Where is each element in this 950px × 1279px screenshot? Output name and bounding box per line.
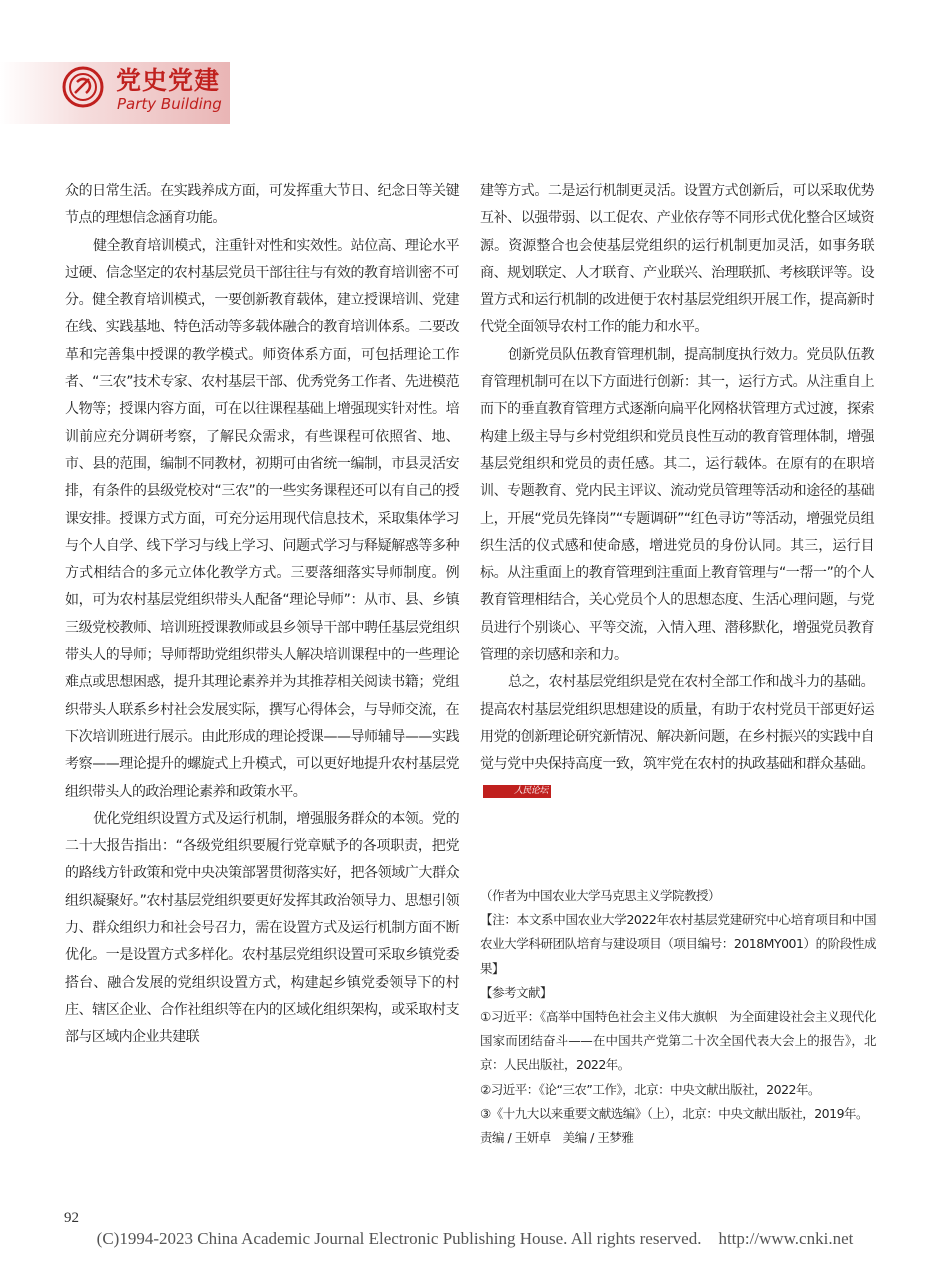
page-number: 92 xyxy=(64,1210,79,1226)
copyright-footer: (C)1994-2023 China Academic Journal Electronic Publishing House. All rights reserved. http://www.cnki.net xyxy=(96,1229,854,1248)
author-note: （作者为中国农业大学马克思主义学院教授） xyxy=(480,888,721,903)
end-stamp-logo: 人民论坛 xyxy=(483,785,551,798)
reference-item: ②习近平：《论“三农”工作》，北京：中央文献出版社，2022年。 xyxy=(480,1081,820,1097)
conclusion-text: 总之，农村基层党组织是党在农村全部工作和战斗力的基础。提高农村基层党组织思想建设的质量，有助于农村党员干部更好运用党的创新理论研究新情况、解决新问题，在乡村振兴的实践中自觉与党中央保持高度一致，筑牢党在农村的执政基础和群众基础。 xyxy=(480,674,874,773)
fund-note: 【注：本文系中国农业大学2022年农村基层党建研究中心培育项目和中国农业大学科研团队培育与建设项目（项目编号：2018MY001）的阶段性成果】 xyxy=(480,912,876,976)
right-column xyxy=(480,178,874,806)
notes-section xyxy=(480,884,876,1150)
paragraph: 众的日常生活。在实践养成方面，可发挥重大节日、纪念日等关键节点的理想信念涵育功能。 xyxy=(65,183,459,227)
paragraph: 优化党组织设置方式及运行机制，增强服务群众的本领。党的二十大报告指出：“各级党组织要履行党章赋予的各项职责，把党的路线方针政策和党中央决策部署贯彻落实好，把各领域广大群众组织凝聚好。”农村基层党组织要更好发挥其政治领导力、思想引领力、群众组织力和社会号召力，需在设置方式及运行机制方面不断优化。一是设置方式多样化。农村基层党组织设置可采取乡镇党委搭台、融合发展的党组织设置方式，构建起乡镇党委领导下的村庄、辖区企业、合作社组织等在内的区域化组织架构，或采取村支部与区域内企业共建联 xyxy=(65,810,459,1046)
references-title: 【参考文献】 xyxy=(480,984,553,1000)
section-title: 党史党建 xyxy=(116,66,221,95)
paragraph: 健全教育培训模式，注重针对性和实效性。站位高、理论水平过硬、信念坚定的农村基层党员干部往往与有效的教育培训密不可分。健全教育培训模式，一要创新教育载体，建立授课培训、党建在线、实践基地、特色活动等多载体融合的教育培训体系。二要改革和完善集中授课的教学模式。师资体系方面，可包括理论工作者、“三农”技术专家、农村基层干部、优秀党务工作者、先进模范人物等；授课内容方面，可在以往课程基础上增强现实针对性。培训前应充分调研考察，了解民众需求，有些课程可依照省、地、市、县的范围，编制不同教材，初期可由省统一编制，市县灵活安排，有条件的县级党校对“三农”的一些实务课程还可以有自己的授课安排。授课方式方面，可充分运用现代信息技术，采取集体学习与个人自学、线下学习与线上学习、问题式学习与释疑解惑等多种方式相结合的多元立体化教学方式。三要落细落实导师制度。例如，可为农村基层党组织带头人配备“理论导师”：从市、县、乡镇三级党校教师、培训班授课教师或县乡领导干部中聘任基层党组织带头人的导师；导师帮助党组织带头人解决培训课程中的一些理论难点或思想困惑，提升其理论素养并为其推荐相关阅读书籍；党组织带头人联系乡村社会发展实际，撰写心得体会，与导师交流，在下次培训班进行展示。由此形成的理论授课——导师辅导——实践考察——理论提升的螺旋式上升模式，可以更好地提升农村基层党组织带头人的政治理论素养和政策水平。 xyxy=(65,237,459,800)
reference-item: ①习近平：《高举中国特色社会主义伟大旗帜 为全面建设社会主义现代化国家而团结奋斗——在中国共产党第二十次全国代表大会上的报告》，北京：人民出版社，2022年。 xyxy=(480,1009,876,1073)
paragraph-conclusion xyxy=(480,669,874,805)
paragraph: 创新党员队伍教育管理机制，提高制度执行效力。党员队伍教育管理机制可在以下方面进行创新：其一，运行方式。从注重自上而下的垂直教育管理方式逐渐向扁平化网格状管理方式过渡，探索构建上级主导与乡村党组织和党员良性互动的教育管理体制，增强基层党组织和党员的责任感。其二，运行载体。在原有的在职培训、专题教育、党内民主评议、流动党员管理等活动和途径的基础上，开展“党员先锋岗”“专题调研”“红色寻访”等活动，增强党员组织生活的仪式感和使命感，增进党员的身份认同。其三，运行目标。从注重面上的教育管理到注重面上教育管理与“一帮一”的个人教育管理相结合，关心党员个人的思想态度、生活心理问题，与党员进行个别谈心、平等交流，入情入理、潜移默化，增强党员教育管理的亲切感和亲和力。 xyxy=(480,346,874,664)
paragraph: 建等方式。二是运行机制更灵活。设置方式创新后，可以采取优势互补、以强带弱、以工促农、产业依存等不同形式优化整合区域资源。资源整合也会使基层党组织的运行机制更加灵活，如事务联商、规划联定、人才联育、产业联兴、治理联抓、考核联评等。设置方式和运行机制的改进便于农村基层党组织开展工作，提高新时代党全面领导农村工作的能力和水平。 xyxy=(480,183,874,336)
reference-item: ③《十九大以来重要文献选编》（上），北京：中央文献出版社，2019年。 xyxy=(480,1105,869,1121)
party-emblem-icon xyxy=(62,66,104,108)
editors-credit: 责编 / 王妍卓 美编 / 王梦雅 xyxy=(480,1130,634,1146)
left-column xyxy=(65,178,459,1052)
section-subtitle: Party Building xyxy=(117,95,222,113)
